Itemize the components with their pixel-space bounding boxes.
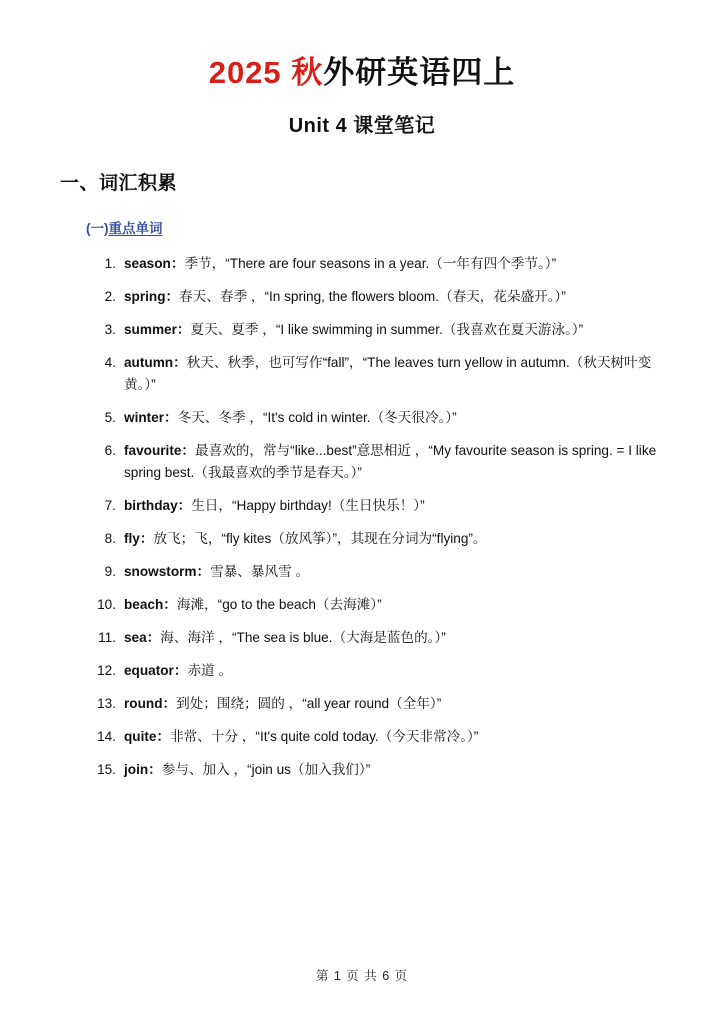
subsection-prefix: (一): [86, 220, 109, 236]
list-item: [90, 528, 668, 550]
list-item-text: 最喜欢的，常与“like...best”意思相近 ，“My favourite season is spring. = I like spring best.（我最喜欢的季节是春天。）”: [124, 442, 657, 480]
list-item-text: 生日，“Happy birthday!（生日快乐！）”: [191, 497, 425, 513]
list-item-word: snowstorm：: [124, 563, 211, 579]
list-item: [90, 594, 668, 616]
list-item-word: autumn：: [124, 354, 187, 370]
title-season: 秋: [291, 55, 324, 90]
list-item-number: 1.: [104, 255, 116, 271]
list-item-text: 季节，“There are four seasons in a year.（一年有四个季节。）”: [184, 255, 557, 271]
list-item-number: 15.: [97, 762, 116, 777]
list-item: [90, 352, 668, 396]
list-item: [90, 660, 668, 682]
list-item-text: 赤道 。: [187, 662, 233, 678]
list-item: [90, 407, 668, 429]
list-item-text: 秋天、秋季，也可写作“fall”，“The leaves turn yellow in autumn.（秋天树叶变黄。）”: [124, 354, 652, 392]
list-item-text: 非常、十分 ，“It's quite cold today.（今天非常冷。）”: [170, 728, 479, 744]
list-item-number: 13.: [97, 695, 116, 711]
list-item-number: 7.: [104, 497, 116, 513]
list-item: [90, 759, 668, 781]
list-item-number: 3.: [104, 321, 116, 337]
list-item-text: 到处；围绕；圆的 ，“all year round（全年）”: [176, 695, 442, 711]
list-item-word: sea：: [124, 629, 161, 645]
title-year: 2025: [208, 55, 282, 90]
list-item: [90, 627, 668, 649]
list-item: [90, 253, 668, 275]
list-item-text: 参与、加入 ，“join us（加入我们）”: [161, 762, 371, 777]
list-item-text: 春天、春季 ，“In spring, the flowers bloom.（春天，花朵盛开。）”: [179, 288, 566, 304]
list-item: [90, 495, 668, 517]
title-rest: 外研英语四上: [323, 55, 516, 90]
list-item-number: 5.: [104, 409, 116, 425]
vocabulary-list: [56, 253, 668, 781]
list-item-word: favourite：: [124, 442, 196, 458]
list-item-number: 6.: [104, 442, 116, 458]
list-item: [90, 561, 668, 583]
section-heading: 一、词汇积累: [60, 172, 178, 194]
list-item-word: round：: [124, 695, 177, 711]
list-item-word: summer：: [124, 321, 191, 337]
list-item: [90, 440, 668, 484]
list-item-word: season：: [124, 255, 185, 271]
list-item-word: join：: [124, 762, 162, 777]
list-item-word: winter：: [124, 409, 178, 425]
list-item-number: 11.: [98, 629, 116, 645]
list-item-text: 海、海洋 ，“The sea is blue.（大海是蓝色的。）”: [160, 629, 446, 645]
list-item-word: birthday：: [124, 497, 192, 513]
list-item-word: beach：: [124, 596, 177, 612]
subsection-label: 重点单词: [108, 220, 163, 236]
list-item: [90, 693, 668, 715]
list-item-word: fly：: [124, 530, 154, 546]
list-item-text: 放飞；飞，“fly kites（放风筝）”，其现在分词为“flying”。: [153, 530, 487, 546]
list-item-number: 12.: [97, 662, 116, 678]
list-item-number: 8.: [104, 530, 116, 546]
list-item: [90, 286, 668, 308]
list-item-number: 2.: [104, 288, 116, 304]
subsection-heading: [86, 217, 668, 237]
list-item-number: 9.: [104, 563, 116, 579]
page-title: [56, 54, 668, 93]
list-item-text: 夏天、夏季 ，“I like swimming in summer.（我喜欢在夏天游泳。）”: [190, 321, 584, 337]
list-item-word: spring：: [124, 288, 180, 304]
list-item-number: 14.: [97, 728, 116, 744]
list-item-word: quite：: [124, 728, 171, 744]
page-subtitle: Unit 4 课堂笔记: [288, 114, 436, 137]
list-item-number: 10.: [97, 596, 116, 612]
list-item: [90, 319, 668, 341]
list-item-word: equator：: [124, 662, 188, 678]
list-item-text: 雪暴、暴风雪 。: [210, 563, 310, 579]
list-item-number: 4.: [104, 354, 116, 370]
list-item: [90, 726, 668, 748]
list-item-text: 冬天、冬季 ，“It's cold in winter.（冬天很冷。）”: [177, 409, 457, 425]
page-footer: 第 1 页 共 6 页: [315, 969, 409, 983]
list-item-text: 海滩，“go to the beach（去海滩）”: [176, 596, 382, 612]
